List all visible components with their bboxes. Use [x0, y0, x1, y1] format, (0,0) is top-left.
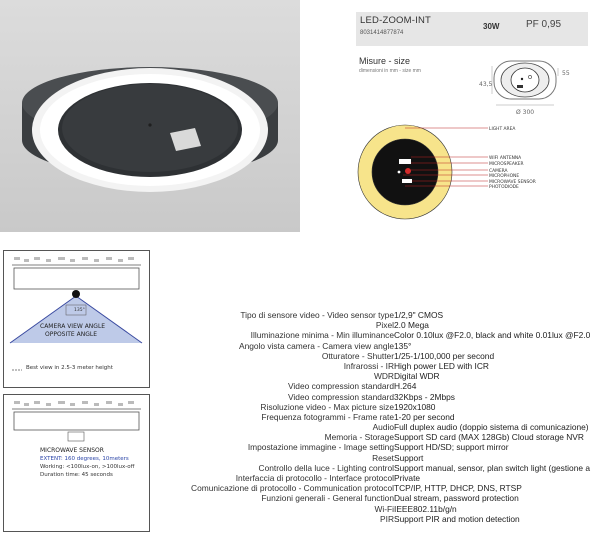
- spec-row: [140, 392, 600, 402]
- spec-value: 1-20 per second: [394, 411, 455, 422]
- spec-label: Angolo vista camera - Camera view angle: [238, 340, 394, 351]
- spec-row: [140, 422, 600, 432]
- product-code: 8031414877874: [360, 30, 404, 36]
- spec-value: 2.0 Mega: [394, 320, 429, 331]
- spec-row: [140, 453, 600, 463]
- callout-microwave-sensor: MICROWAVE SENSOR: [489, 180, 536, 185]
- spec-row: [140, 483, 600, 493]
- wattage: 30W: [483, 22, 500, 31]
- spec-label: PIR: [380, 513, 394, 524]
- product-photo: [0, 0, 300, 232]
- opposite-angle-title: OPPOSITE ANGLE: [45, 331, 97, 338]
- spec-value: Full duplex audio (doppio sistema di comunicazione): [394, 422, 589, 433]
- product-header: [356, 12, 588, 46]
- spec-label: Audio: [372, 422, 394, 433]
- spec-label: Comunicazione di protocollo - Communication protocol: [191, 483, 394, 494]
- spec-row: [140, 320, 600, 330]
- spec-row: [140, 432, 600, 442]
- spec-value: Support PIR and motion detection: [394, 513, 520, 524]
- view-angle-value: 135°: [74, 308, 85, 313]
- spec-label: Controllo della luce - Lighting control: [258, 462, 394, 473]
- camera-angle-title: CAMERA VIEW ANGLE: [40, 323, 106, 330]
- spec-value: Private: [394, 473, 421, 483]
- microwave-working: Working: <100lux-on, >100lux-off: [40, 464, 135, 470]
- spec-label: Infrarossi - IR: [343, 360, 394, 371]
- dimension-drawing: [470, 58, 582, 120]
- spec-value: 1/25-1/100,000 per second: [394, 350, 495, 361]
- spec-value: TCP/IP, HTTP, DHCP, DNS, RTSP: [394, 483, 522, 494]
- callout-wifi-antenna: WIFI ANTENNA: [489, 156, 522, 161]
- ceiling-light-image: [0, 0, 300, 232]
- spec-value: 1/2,9" CMOS: [394, 310, 444, 320]
- spec-value: Digital WDR: [394, 371, 440, 382]
- spec-row: [140, 361, 600, 371]
- microwave-duration: Duration time: 45 seconds: [40, 472, 113, 478]
- spec-row: [140, 341, 600, 351]
- spec-value: H.264: [394, 381, 417, 392]
- spec-value: Support HD/SD; support mirror: [394, 442, 509, 453]
- spec-row: [140, 504, 600, 514]
- spec-value: Support: [394, 452, 424, 463]
- spec-value: 1920x1080: [394, 401, 436, 412]
- spec-value: Color 0.10lux @F2.0, black and white 0.01lux @F2.0: [394, 330, 591, 341]
- diameter-label: Ø 300: [516, 109, 535, 116]
- spec-row: [140, 310, 600, 320]
- spec-label: WDR: [373, 371, 394, 382]
- spec-label: Impostazione immagine - Image setting: [247, 442, 394, 453]
- power-factor: PF 0,95: [526, 19, 562, 30]
- spec-value: High power LED with ICR: [394, 360, 489, 371]
- spec-value: Support manual, sensor, plan switch light (gestione a: [394, 462, 590, 473]
- spec-label: Risoluzione video - Max picture size: [260, 401, 394, 412]
- callout-microphone: MICROPHONE: [489, 174, 520, 179]
- sizes-title: Misure - size: [359, 56, 411, 66]
- spec-value: Dual stream, password protection: [394, 493, 519, 504]
- spec-label: Otturatore - Shutter: [321, 350, 394, 361]
- height-label: 43,5: [479, 81, 493, 88]
- spec-row: [140, 463, 600, 473]
- spec-label: Wi-Fi: [374, 503, 394, 514]
- spec-value: 135°: [394, 340, 412, 351]
- spec-row: [140, 442, 600, 452]
- height2-label: 55: [562, 70, 570, 77]
- callout-photodiode: PHOTODIODE: [489, 185, 519, 190]
- spec-row: [140, 330, 600, 340]
- microwave-extent: EXTENT: 160 degrees, 10meters: [40, 456, 129, 462]
- callout-light-area: LIGHT AREA: [489, 127, 516, 132]
- product-name: LED-ZOOM-INT: [360, 15, 432, 26]
- spec-row: [140, 351, 600, 361]
- spec-row: [140, 412, 600, 422]
- camera-angle-diagram: [3, 250, 150, 388]
- best-view-note: Best view in 2.5-3 meter height: [26, 365, 113, 371]
- spec-row: [140, 493, 600, 503]
- spec-value: Support SD card (MAX 128Gb) Cloud storage NVR: [394, 432, 584, 443]
- spec-label: Memoria - Storage: [324, 432, 394, 443]
- spec-row: [140, 381, 600, 391]
- spec-label: Tipo di sensore video - Video sensor type: [240, 310, 394, 320]
- spec-row: [140, 514, 600, 524]
- spec-value: IEEE802.11b/g/n: [394, 503, 457, 514]
- callout-microspeaker: MICROSPEAKER: [489, 162, 524, 167]
- sizes-subtitle: dimensioni in mm - size mm: [359, 68, 421, 74]
- spec-row: [140, 473, 600, 483]
- spec-label: Reset: [372, 452, 394, 463]
- spec-label: Funzioni generali - General function: [261, 493, 394, 504]
- spec-label: Illuminazione minima - Min illuminance: [250, 330, 394, 341]
- spec-label: Frequenza fotogrammi - Frame rate: [261, 411, 394, 422]
- specs-table: [140, 310, 600, 524]
- spec-label: Interfaccia di protocollo - Interface protocol: [235, 473, 394, 483]
- spec-label: Pixel: [375, 320, 394, 331]
- callout-camera: CAMERA: [489, 169, 508, 174]
- microwave-sensor-diagram: [3, 394, 150, 532]
- spec-value: 32Kbps - 2Mbps: [394, 391, 455, 402]
- spec-label: Video compression standard: [288, 391, 394, 402]
- microwave-title: MICROWAVE SENSOR: [40, 447, 104, 454]
- front-view-diagram: [355, 122, 600, 232]
- spec-label: Video compression standard: [288, 381, 394, 392]
- spec-row: [140, 402, 600, 412]
- spec-row: [140, 371, 600, 381]
